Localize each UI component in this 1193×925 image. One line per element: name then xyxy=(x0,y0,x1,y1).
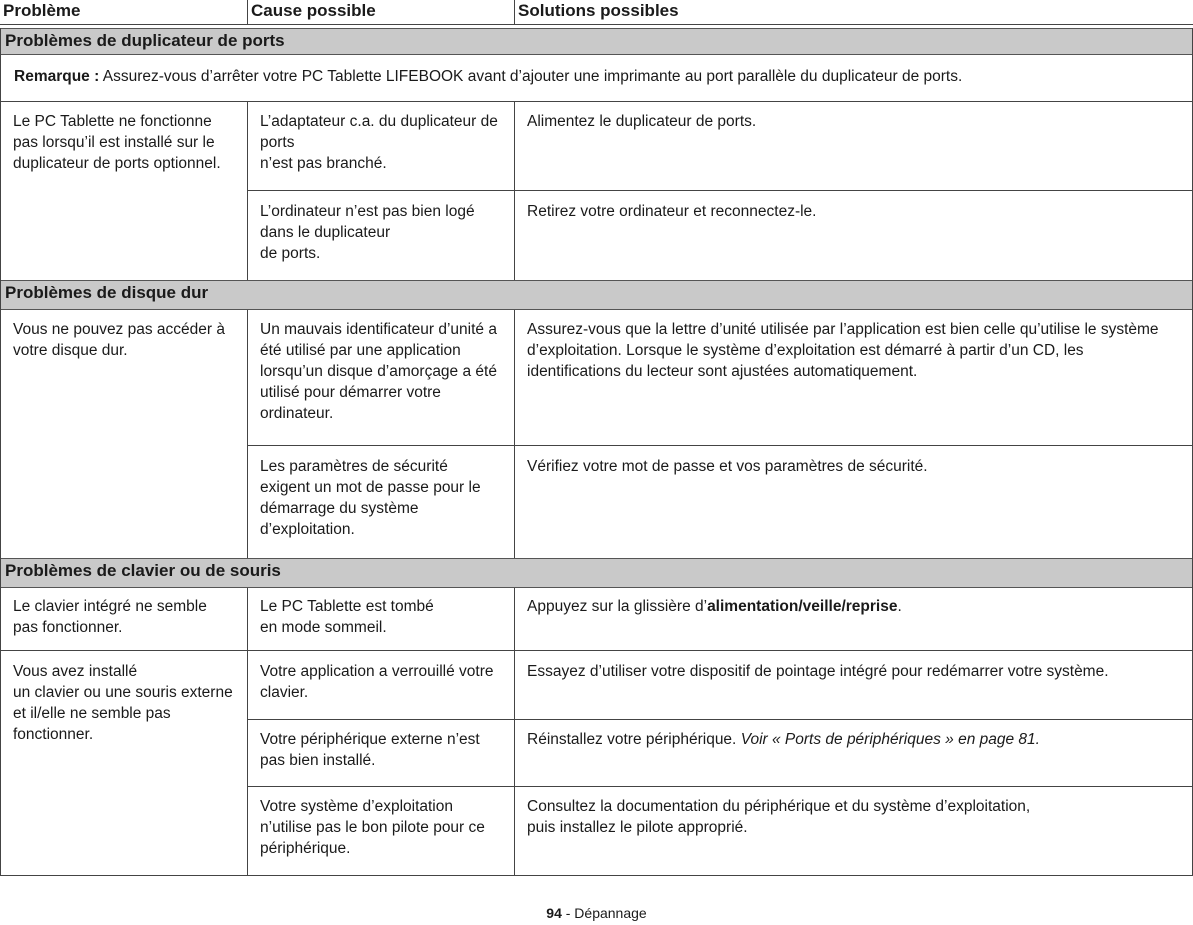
header-divider xyxy=(0,24,1193,25)
column-divider xyxy=(514,0,515,25)
column-divider xyxy=(247,101,248,280)
note-remark xyxy=(4,66,1189,87)
section-title-port-replicator: Problèmes de duplicateur de ports xyxy=(0,28,1193,55)
cause-security-password: Les paramètres de sécurité exigent un mot de passe pour le démarrage du système d’exploitation. xyxy=(260,458,481,538)
row-divider xyxy=(247,445,1193,446)
cause-device-not-installed: Votre périphérique externe n’est pas bien installé. xyxy=(260,731,480,769)
row-divider xyxy=(0,650,1193,651)
row-divider xyxy=(247,719,1193,720)
problem-keyboard-not-working: Le clavier intégré ne semble pas fonctionner. xyxy=(13,598,207,636)
column-divider xyxy=(247,0,248,25)
page-section-label: - Dépannage xyxy=(561,905,647,921)
solution-power-slider-bold: alimentation/veille/reprise xyxy=(707,598,898,615)
row-divider xyxy=(0,101,1193,102)
solution-power-slider-suffix: . xyxy=(897,598,902,615)
section-title-hard-disk: Problèmes de disque dur xyxy=(0,280,1193,310)
problem-disk-access: Vous ne pouvez pas accéder à votre disque dur. xyxy=(13,321,225,359)
column-header-problem: Problème xyxy=(3,1,81,20)
solution-install-driver: Consultez la documentation du périphérique et du système d’exploitation, puis installez le pilote approprié. xyxy=(527,798,1031,836)
solution-check-password: Vérifiez votre mot de passe et vos paramètres de sécurité. xyxy=(527,458,928,475)
solution-power-slider-prefix: Appuyez sur la glissière d’ xyxy=(527,598,708,615)
table-bottom-border xyxy=(0,875,1193,876)
page-reference-link[interactable]: Voir « Ports de périphériques » en page 81. xyxy=(740,731,1040,748)
column-divider xyxy=(247,310,248,558)
column-divider xyxy=(514,101,515,280)
column-header-cause: Cause possible xyxy=(251,1,376,20)
cause-not-docked: L’ordinateur n’est pas bien logé dans le duplicateur de ports. xyxy=(260,203,475,262)
cause-sleep-mode: Le PC Tablette est tombé en mode sommeil. xyxy=(260,598,434,636)
row-divider xyxy=(247,786,1193,787)
solution-power-replicator: Alimentez le duplicateur de ports. xyxy=(527,113,757,130)
solution-drive-letter: Assurez-vous que la lettre d’unité utilisée par l’application est bien celle qu’utilise le système d’exploitation. Lorsque le système d’exploitation est démarré à partir d’un CD, les identifications du lecteur sont ajustées automatiquement. xyxy=(527,321,1159,380)
solution-reconnect: Retirez votre ordinateur et reconnectez-le. xyxy=(527,203,817,220)
table-left-border xyxy=(0,28,1,876)
solution-reinstall-device xyxy=(517,729,1191,750)
problem-external-device: Vous avez installé un clavier ou une souris externe et il/elle ne semble pas fonctionner. xyxy=(13,663,233,743)
page-footer xyxy=(0,905,1193,921)
column-divider xyxy=(247,588,248,876)
solution-reinstall-text: Réinstallez votre périphérique. xyxy=(527,731,737,748)
column-divider xyxy=(514,588,515,876)
cause-ac-adapter: L’adaptateur c.a. du duplicateur de ports n’est pas branché. xyxy=(260,113,498,172)
page-number: 94 xyxy=(546,905,562,921)
row-divider xyxy=(247,190,1193,191)
column-divider xyxy=(514,310,515,558)
column-header-solutions: Solutions possibles xyxy=(518,1,679,20)
note-label: Remarque : xyxy=(14,68,100,85)
cause-wrong-drive-id: Un mauvais identificateur d’unité a été utilisé par une application lorsqu’un disque d’amorçage a été utilisé pour démarrer votre ordinateur. xyxy=(260,321,497,422)
solution-power-slider xyxy=(517,596,1191,617)
problem-tablet-not-working: Le PC Tablette ne fonctionne pas lorsqu’il est installé sur le duplicateur de ports optionnel. xyxy=(13,113,221,172)
section-title-keyboard-mouse: Problèmes de clavier ou de souris xyxy=(0,558,1193,588)
solution-restart-system: Essayez d’utiliser votre dispositif de pointage intégré pour redémarrer votre système. xyxy=(527,663,1109,680)
note-text: Assurez-vous d’arrêter votre PC Tablette LIFEBOOK avant d’ajouter une imprimante au port parallèle du duplicateur de ports. xyxy=(102,68,963,85)
cause-keyboard-locked: Votre application a verrouillé votre clavier. xyxy=(260,663,494,701)
cause-wrong-driver: Votre système d’exploitation n’utilise pas le bon pilote pour ce périphérique. xyxy=(260,798,485,857)
